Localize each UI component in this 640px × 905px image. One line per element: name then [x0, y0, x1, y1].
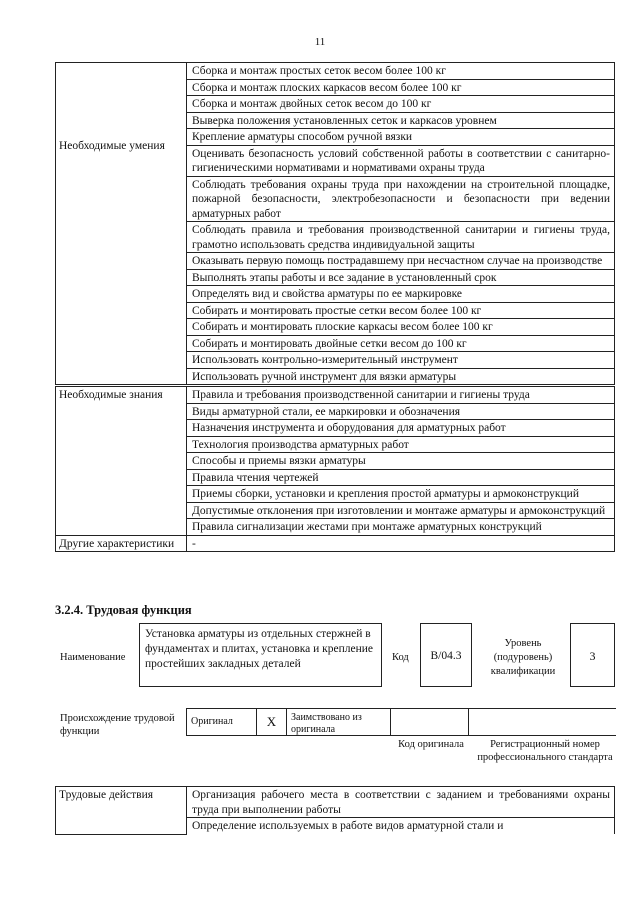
skill-cell: Оказывать первую помощь пострадавшему при несчастном случае на производстве: [187, 253, 615, 270]
skill-cell: Определять вид и свойства арматуры по ее маркировке: [187, 286, 615, 303]
labor-action-cell: Организация рабочего места в соответствии с заданием и требованиями охраны труда при выполнении работы: [187, 787, 615, 818]
knowledge-cell: Виды арматурной стали, ее маркировки и обозначения: [187, 403, 615, 420]
skill-cell: Сборка и монтаж простых сеток весом более 100 кг: [187, 63, 615, 80]
qualification-level-box: 3: [570, 623, 615, 687]
skill-cell: Крепление арматуры способом ручной вязки: [187, 129, 615, 146]
function-name-box: Установка арматуры из отдельных стержней в фундаментах и плитах, установка и крепление простейших закладных деталей: [139, 623, 382, 687]
knowledge-cell: Правила сигнализации жестами при монтаже арматурных конструкций: [187, 519, 615, 536]
skill-cell: Выверка положения установленных сеток и каркасов уровнем: [187, 112, 615, 129]
labor-actions-label: [56, 787, 187, 835]
knowledge-cell: Приемы сборки, установки и крепления простой арматуры и армоконструкций: [187, 486, 615, 503]
skill-cell: Собирать и монтировать двойные сетки весом до 100 кг: [187, 335, 615, 352]
labor-actions-label-text: Трудовые действия: [59, 789, 154, 801]
skills-label: Необходимые умения: [59, 140, 165, 152]
skill-cell: Выполнять этапы работы и все задание в установленный срок: [187, 269, 615, 286]
origin-table: [186, 708, 616, 736]
code-original-caption: Код оригинала: [398, 739, 464, 750]
registration-number-caption: Регистрационный номер профессионального стандарта: [477, 739, 613, 763]
table-row: [56, 387, 615, 404]
knowledge-cell: Правила и требования производственной санитарии и гигиены труда: [187, 387, 615, 404]
other-label: Другие характеристики: [56, 535, 187, 552]
skill-cell: Собирать и монтировать плоские каркасы весом более 100 кг: [187, 319, 615, 336]
table-row: [56, 63, 615, 80]
other-value: -: [187, 535, 615, 552]
skill-cell: Сборка и монтаж плоских каркасов весом более 100 кг: [187, 79, 615, 96]
table-row: [187, 709, 616, 736]
skills-knowledge-table: [55, 62, 615, 385]
knowledge-cell: Способы и приемы вязки арматуры: [187, 453, 615, 470]
section-title: 3.2.4. Трудовая функция: [55, 603, 192, 617]
code-label: Код: [392, 652, 409, 663]
table-row: [56, 787, 615, 818]
labor-action-cell: Определение используемых в работе видов арматурной стали и: [187, 818, 615, 835]
origin-mark: X: [257, 709, 287, 736]
origin-label: Происхождение трудовой функции: [60, 713, 175, 737]
skill-cell: Соблюдать требования охраны труда при нахождении на строительной площадке, пожарной безопасности, электробезопасности и безопасности при ведении арматурных работ: [187, 176, 615, 222]
knowledge-table: [55, 386, 615, 552]
knowledge-cell: Назначения инструмента и оборудования для арматурных работ: [187, 420, 615, 437]
origin-reg-cell: [469, 709, 616, 736]
skills-label-cell: [56, 63, 187, 385]
skill-cell: Использовать ручной инструмент для вязки арматуры: [187, 368, 615, 385]
skill-cell: Использовать контрольно-измерительный инструмент: [187, 352, 615, 369]
qualification-level-label: Уровень (подуровень) квалификации: [490, 638, 556, 677]
origin-original: Оригинал: [187, 709, 257, 736]
skill-cell: Соблюдать правила и требования производственной санитарии и гигиены труда, грамотно использовать средства индивидуальной защиты: [187, 222, 615, 253]
knowledge-cell: Технология производства арматурных работ: [187, 436, 615, 453]
labor-actions-table: [55, 786, 615, 835]
origin-code-cell: [391, 709, 469, 736]
skill-cell: Собирать и монтировать простые сетки весом более 100 кг: [187, 302, 615, 319]
knowledge-cell: Правила чтения чертежей: [187, 469, 615, 486]
knowledge-label: Необходимые знания: [59, 389, 163, 401]
skill-cell: Оценивать безопасность условий собственной работы в соответствии с санитарно-гигиеническими нормативами и нормативами охраны труда: [187, 145, 615, 176]
function-code-box: B/04.3: [420, 623, 472, 687]
knowledge-label-cell: [56, 387, 187, 536]
knowledge-cell: Допустимые отклонения при изготовлении и монтаже арматуры и армоконструкций: [187, 502, 615, 519]
origin-borrowed: Заимствовано из оригинала: [287, 709, 391, 736]
name-label: Наименование: [60, 652, 126, 663]
page-number: 11: [314, 36, 326, 48]
table-row: [56, 535, 615, 552]
skill-cell: Сборка и монтаж двойных сеток весом до 100 кг: [187, 96, 615, 113]
